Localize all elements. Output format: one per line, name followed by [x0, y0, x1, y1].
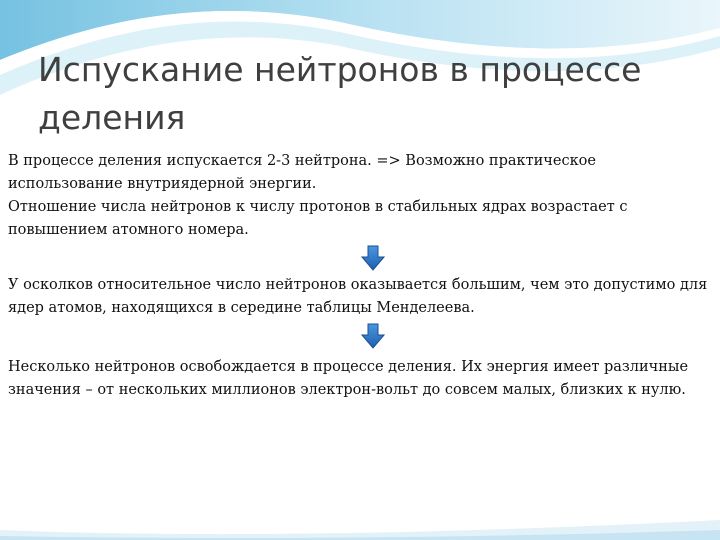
- paragraph-4: Несколько нейтронов освобождается в процессе деления. Их энергия имеет различные значения – от нескольких миллионов электрон-вольт до совсем малых, близких к нулю.: [8, 359, 689, 398]
- slide-title: Испускание нейтронов в процессе деления: [38, 50, 642, 137]
- slide-body: [8, 150, 713, 402]
- footer-wave-decoration: [0, 500, 720, 540]
- down-arrow-icon: [361, 245, 385, 271]
- paragraph-2: Отношение числа нейтронов к числу протонов в стабильных ядрах возрастает с повышением атомного номера.: [8, 199, 628, 238]
- paragraph-3: У осколков относительное число нейтронов оказывается большим, чем это допустимо для ядер атомов, находящихся в середине таблицы Менделеева.: [8, 277, 708, 316]
- paragraph-1: В процессе деления испускается 2-3 нейтрона. => Возможно практическое использование внутриядерной энергии.: [8, 153, 596, 192]
- arrow-2: [8, 320, 713, 352]
- arrow-1: [8, 242, 713, 274]
- down-arrow-icon: [361, 323, 385, 349]
